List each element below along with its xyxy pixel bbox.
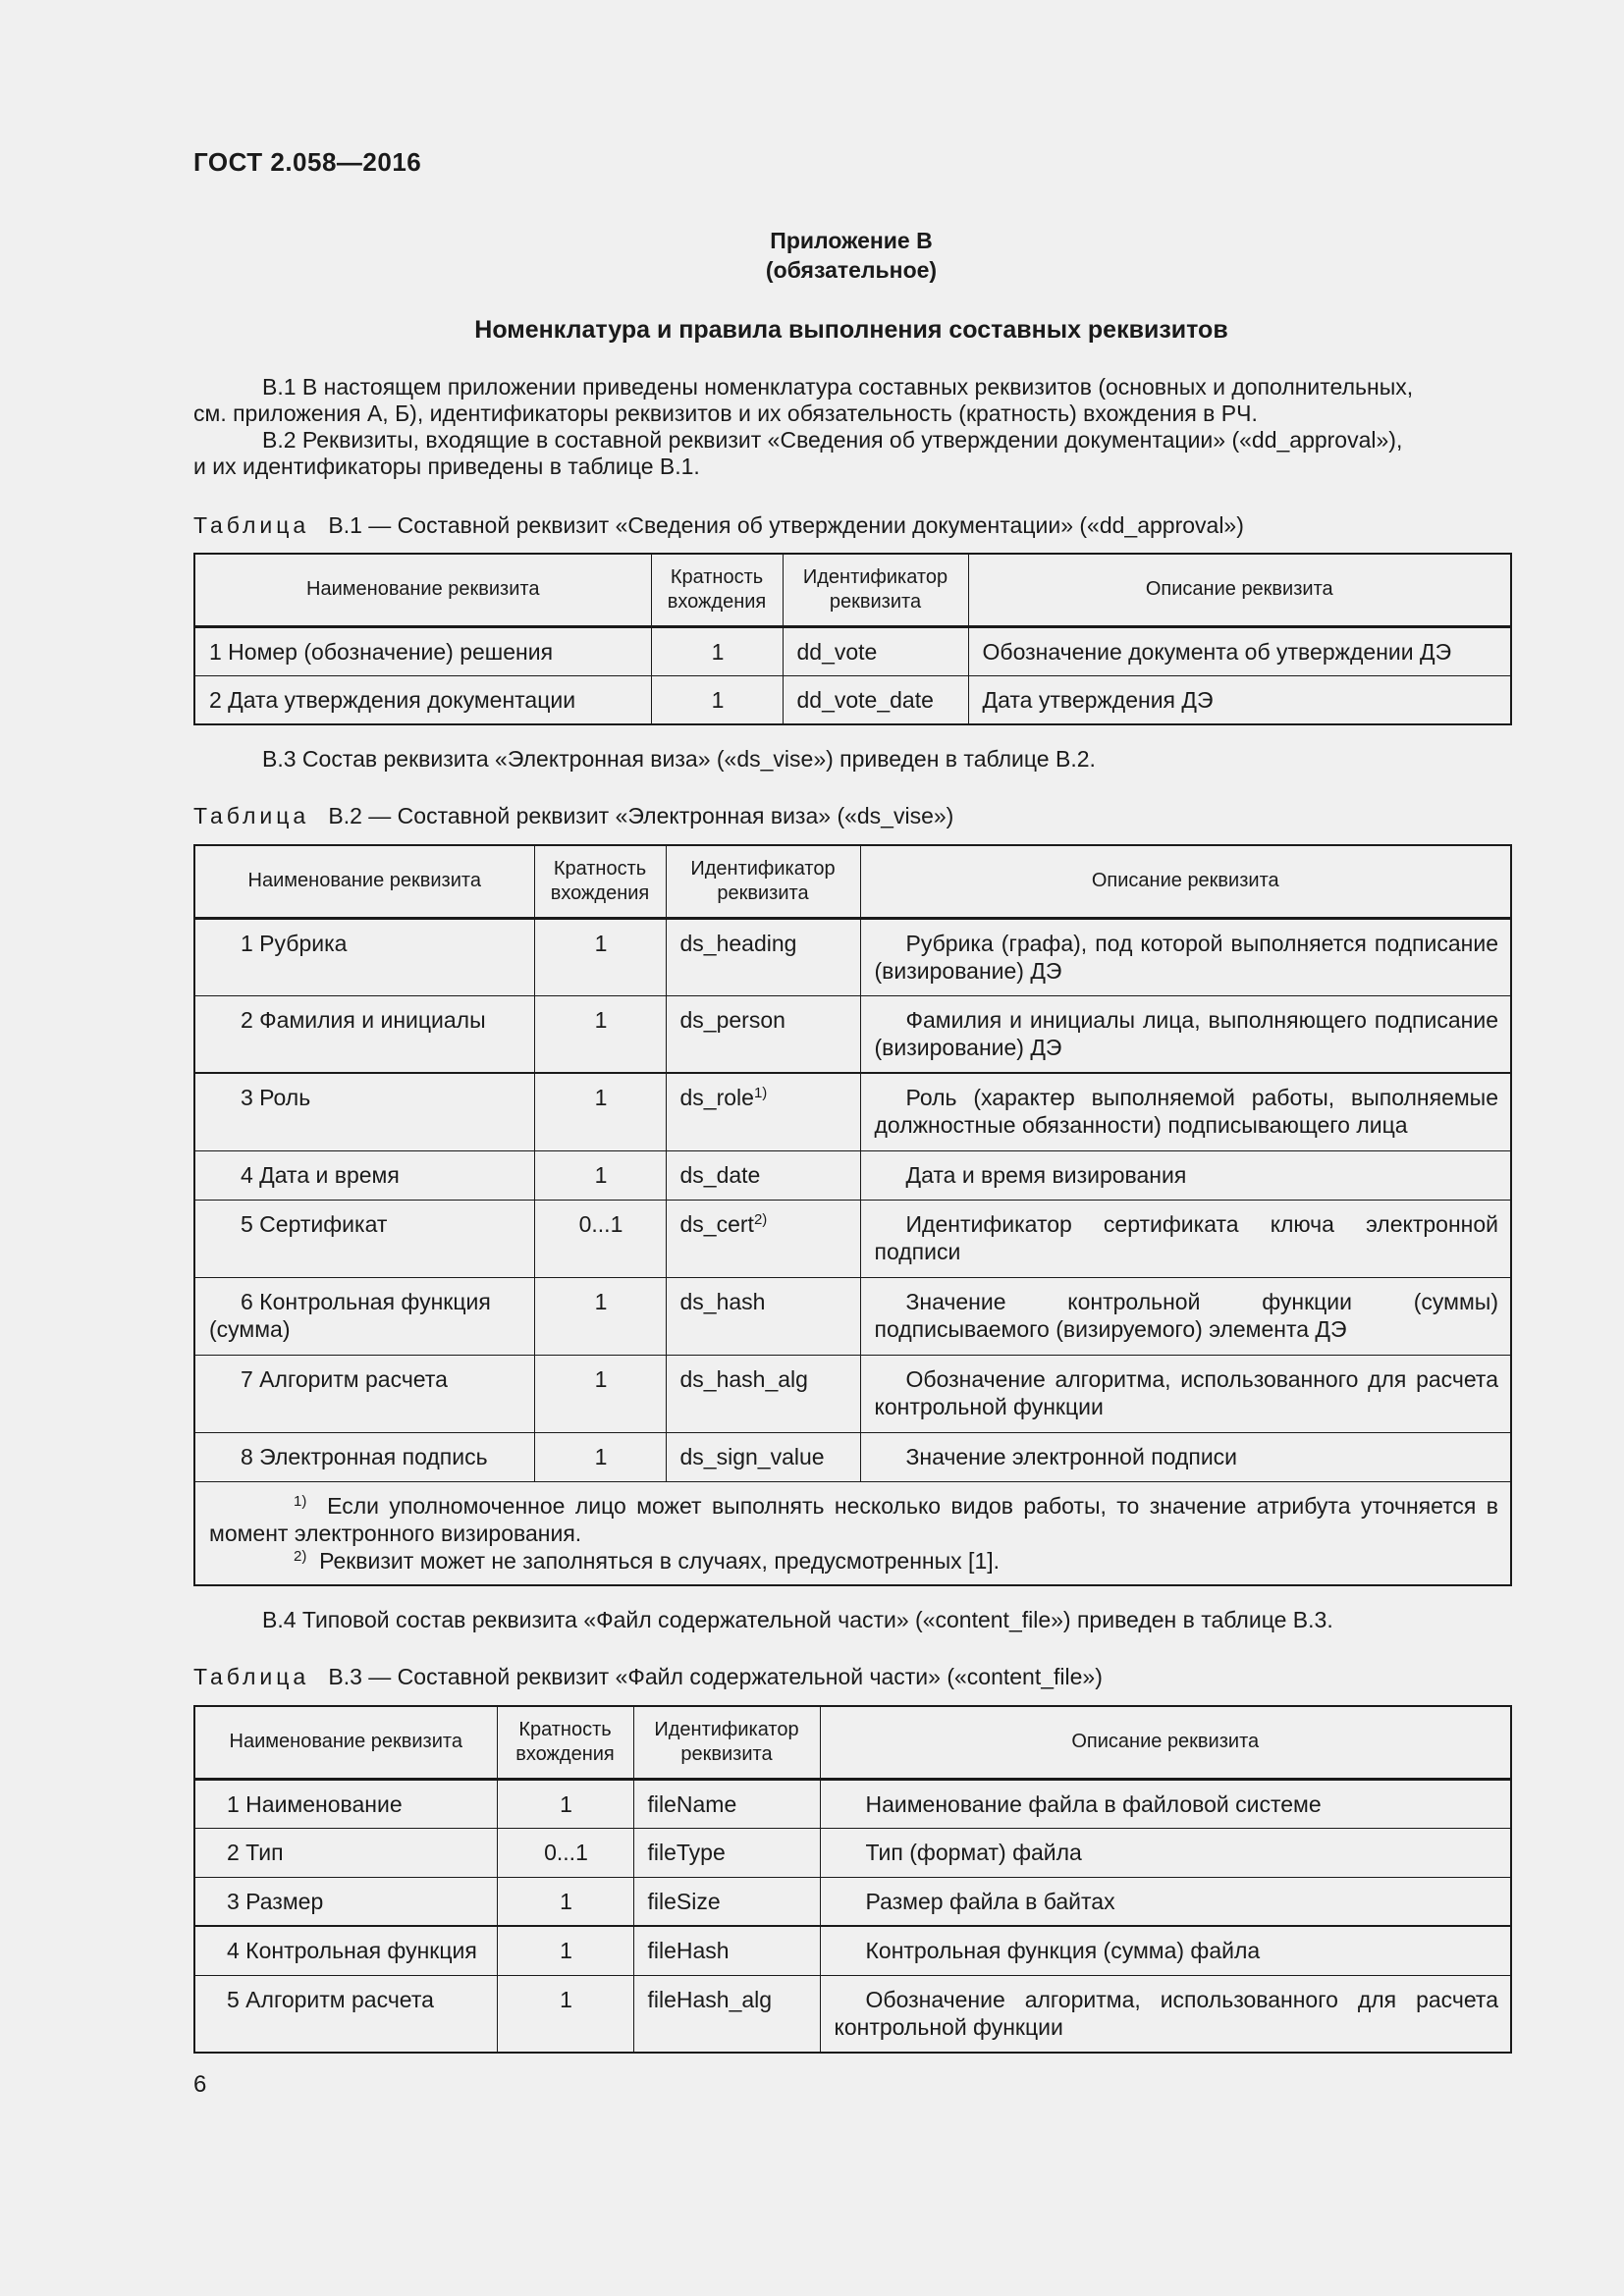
table3-caption-word: Таблица <box>193 1664 310 1689</box>
table3-cell-id: fileType <box>633 1828 820 1877</box>
table3-cell-name: 5 Алгоритм расчета <box>194 1975 497 2053</box>
table2-cell-desc: Фамилия и инициалы лица, выполняющего подписание (визирование) ДЭ <box>860 995 1511 1073</box>
standard-id: ГОСТ 2.058—2016 <box>193 147 422 177</box>
table3-caption <box>193 1663 1509 1690</box>
table2-cell-name: 3 Роль <box>194 1073 534 1150</box>
table1 <box>193 553 1512 725</box>
table2-cell-desc: Роль (характер выполняемой работы, выполняемые должностные обязанности) подписывающего лица <box>860 1073 1511 1150</box>
table1-header-desc: Описание реквизита <box>968 554 1511 626</box>
table-row <box>194 1926 1511 1975</box>
footnote-ref: 1) <box>753 1085 768 1101</box>
table2-cell-name: 8 Электронная подпись <box>194 1432 534 1481</box>
table2-cell-id-text: ds_person <box>679 1006 785 1033</box>
table-row <box>194 1975 1511 2053</box>
table3-cell-desc: Наименование файла в файловой системе <box>820 1779 1511 1828</box>
table3-cell-name: 3 Размер <box>194 1877 497 1926</box>
table3-cell-mult: 0...1 <box>497 1828 633 1877</box>
table-row <box>194 626 1511 675</box>
table2-cell-desc: Значение контрольной функции (суммы) подписываемого (визируемого) элемента ДЭ <box>860 1277 1511 1355</box>
table2-cell-name: 6 Контрольная функция (сумма) <box>194 1277 534 1355</box>
table-row <box>194 1828 1511 1877</box>
table2-cell-id <box>666 995 860 1073</box>
table2-cell-id-text: ds_cert <box>679 1210 754 1237</box>
table3-cell-desc: Размер файла в байтах <box>820 1877 1511 1926</box>
table3-header-name: Наименование реквизита <box>194 1706 497 1779</box>
paragraph-b2-line1: В.2 Реквизиты, входящие в составной реквизит «Сведения об утверждении документации» («dd_approval»), <box>262 427 1403 453</box>
appendix-title: Приложение В <box>770 228 933 253</box>
table2-header-name: Наименование реквизита <box>194 845 534 918</box>
table2-cell-id-text: ds_heading <box>679 930 797 956</box>
table2-cell-mult: 1 <box>534 1150 666 1200</box>
table2-cell-name: 4 Дата и время <box>194 1150 534 1200</box>
footnote-1-mark: 1) <box>294 1492 307 1510</box>
table-row <box>194 675 1511 724</box>
footnote-1-text: Если уполномоченное лицо может выполнять несколько видов работы, то значение атрибута уточняется в момент электронного визирования. <box>209 1492 1498 1546</box>
table2-cell-mult: 1 <box>534 1277 666 1355</box>
footnotes-cell <box>194 1481 1511 1585</box>
table3-cell-mult: 1 <box>497 1877 633 1926</box>
table1-cell-mult: 1 <box>651 626 783 675</box>
table1-cell-id: dd_vote_date <box>783 675 968 724</box>
table-row <box>194 1877 1511 1926</box>
table3-cell-desc: Контрольная функция (сумма) файла <box>820 1926 1511 1975</box>
table2-cell-id <box>666 918 860 995</box>
table3-cell-name: 4 Контрольная функция <box>194 1926 497 1975</box>
table2-cell-name: 7 Алгоритм расчета <box>194 1355 534 1432</box>
table3-cell-id: fileHash <box>633 1926 820 1975</box>
table2-cell-id-text: ds_sign_value <box>679 1443 825 1469</box>
table2-cell-mult: 1 <box>534 1073 666 1150</box>
table3-cell-name: 1 Наименование <box>194 1779 497 1828</box>
table2-cell-id <box>666 1150 860 1200</box>
table2-cell-desc: Дата и время визирования <box>860 1150 1511 1200</box>
table2-header-mult: Кратность вхождения <box>534 845 666 918</box>
table2-cell-mult: 1 <box>534 995 666 1073</box>
table1-cell-name: 2 Дата утверждения документации <box>194 675 651 724</box>
table2-cell-desc: Рубрика (графа), под которой выполняется подписание (визирование) ДЭ <box>860 918 1511 995</box>
table2-cell-id <box>666 1073 860 1150</box>
table2-caption-text: В.2 — Составной реквизит «Электронная виза» («ds_vise») <box>328 803 954 828</box>
table-row <box>194 1073 1511 1150</box>
table-row <box>194 918 1511 995</box>
table3-cell-name: 2 Тип <box>194 1828 497 1877</box>
table1-cell-desc: Дата утверждения ДЭ <box>968 675 1511 724</box>
table2-cell-desc: Значение электронной подписи <box>860 1432 1511 1481</box>
table2-cell-mult: 1 <box>534 1432 666 1481</box>
table3-cell-id: fileHash_alg <box>633 1975 820 2053</box>
paragraph-b4 <box>193 1607 1509 1633</box>
paragraph-b3-text: В.3 Состав реквизита «Электронная виза» («ds_vise») приведен в таблице В.2. <box>262 746 1096 772</box>
table2-cell-id <box>666 1432 860 1481</box>
paragraph-b2 <box>193 427 1509 480</box>
table1-header-name: Наименование реквизита <box>194 554 651 626</box>
table-row <box>194 1432 1511 1481</box>
table1-header-mult: Кратность вхождения <box>651 554 783 626</box>
table-row <box>194 1150 1511 1200</box>
footnote-ref: 2) <box>753 1210 768 1228</box>
table1-caption-text: В.1 — Составной реквизит «Сведения об утверждении документации» («dd_approval») <box>328 512 1244 538</box>
section-title: Номенклатура и правила выполнения составных реквизитов <box>474 316 1228 344</box>
table2-cell-desc: Обозначение алгоритма, использованного для расчета контрольной функции <box>860 1355 1511 1432</box>
table2-cell-mult: 1 <box>534 918 666 995</box>
table2-cell-id <box>666 1200 860 1277</box>
table2-footnotes <box>194 1481 1511 1585</box>
table3-cell-id: fileName <box>633 1779 820 1828</box>
table3-cell-id: fileSize <box>633 1877 820 1926</box>
table2-cell-id <box>666 1277 860 1355</box>
table1-cell-mult: 1 <box>651 675 783 724</box>
table2-header-desc: Описание реквизита <box>860 845 1511 918</box>
table3-cell-mult: 1 <box>497 1779 633 1828</box>
paragraph-b1 <box>193 374 1509 427</box>
table-row <box>194 995 1511 1073</box>
footnote-1 <box>209 1492 1498 1547</box>
table1-cell-name: 1 Номер (обозначение) решения <box>194 626 651 675</box>
footnote-2-text: Реквизит может не заполняться в случаях, предусмотренных [1]. <box>319 1547 1001 1574</box>
table2-cell-name: 1 Рубрика <box>194 918 534 995</box>
paragraph-b1-line1: В.1 В настоящем приложении приведены номенклатура составных реквизитов (основных и дополнительных, <box>262 374 1414 400</box>
appendix-status: (обязательное) <box>765 257 938 283</box>
table1-caption <box>193 511 1509 539</box>
table3-cell-desc: Тип (формат) файла <box>820 1828 1511 1877</box>
table1-cell-id: dd_vote <box>783 626 968 675</box>
table1-caption-word: Таблица <box>193 512 310 538</box>
table2-header-id: Идентификатор реквизита <box>666 845 860 918</box>
table-row <box>194 1779 1511 1828</box>
table-row <box>194 1200 1511 1277</box>
table3-cell-mult: 1 <box>497 1975 633 2053</box>
paragraph-b1-line2: см. приложения А, Б), идентификаторы реквизитов и их обязательность (кратность) вхождения в РЧ. <box>193 400 1258 426</box>
table-row <box>194 1277 1511 1355</box>
table1-header-id: Идентификатор реквизита <box>783 554 968 626</box>
table3-header-mult: Кратность вхождения <box>497 1706 633 1779</box>
table1-cell-desc: Обозначение документа об утверждении ДЭ <box>968 626 1511 675</box>
table3-header-id: Идентификатор реквизита <box>633 1706 820 1779</box>
footnote-2-mark: 2) <box>294 1547 307 1565</box>
table2-cell-id-text: ds_hash_alg <box>679 1365 808 1392</box>
table2-cell-desc: Идентификатор сертификата ключа электронной подписи <box>860 1200 1511 1277</box>
table2-cell-name: 5 Сертификат <box>194 1200 534 1277</box>
table2-cell-id-text: ds_role <box>679 1085 754 1110</box>
table2-caption-word: Таблица <box>193 803 310 828</box>
paragraph-b3 <box>193 746 1509 773</box>
table2-caption <box>193 802 1509 829</box>
table3-cell-desc: Обозначение алгоритма, использованного для расчета контрольной функции <box>820 1975 1511 2053</box>
paragraph-b4-text: В.4 Типовой состав реквизита «Файл содержательной части» («content_file») приведен в таблице В.3. <box>262 1607 1333 1632</box>
table3-header-desc: Описание реквизита <box>820 1706 1511 1779</box>
table2-cell-id-text: ds_hash <box>679 1288 766 1314</box>
table3 <box>193 1705 1512 2054</box>
table3-caption-text: В.3 — Составной реквизит «Файл содержательной части» («content_file») <box>328 1664 1103 1689</box>
table-row <box>194 1355 1511 1432</box>
table3-cell-mult: 1 <box>497 1926 633 1975</box>
table2-cell-name: 2 Фамилия и инициалы <box>194 995 534 1073</box>
footnote-2 <box>209 1547 1498 1575</box>
table2 <box>193 844 1512 1586</box>
table2-cell-mult: 1 <box>534 1355 666 1432</box>
paragraph-b2-line2: и их идентификаторы приведены в таблице В.1. <box>193 454 700 479</box>
table2-cell-mult: 0...1 <box>534 1200 666 1277</box>
page-number: 6 <box>193 2071 207 2098</box>
table2-cell-id <box>666 1355 860 1432</box>
table2-cell-id-text: ds_date <box>679 1161 761 1188</box>
